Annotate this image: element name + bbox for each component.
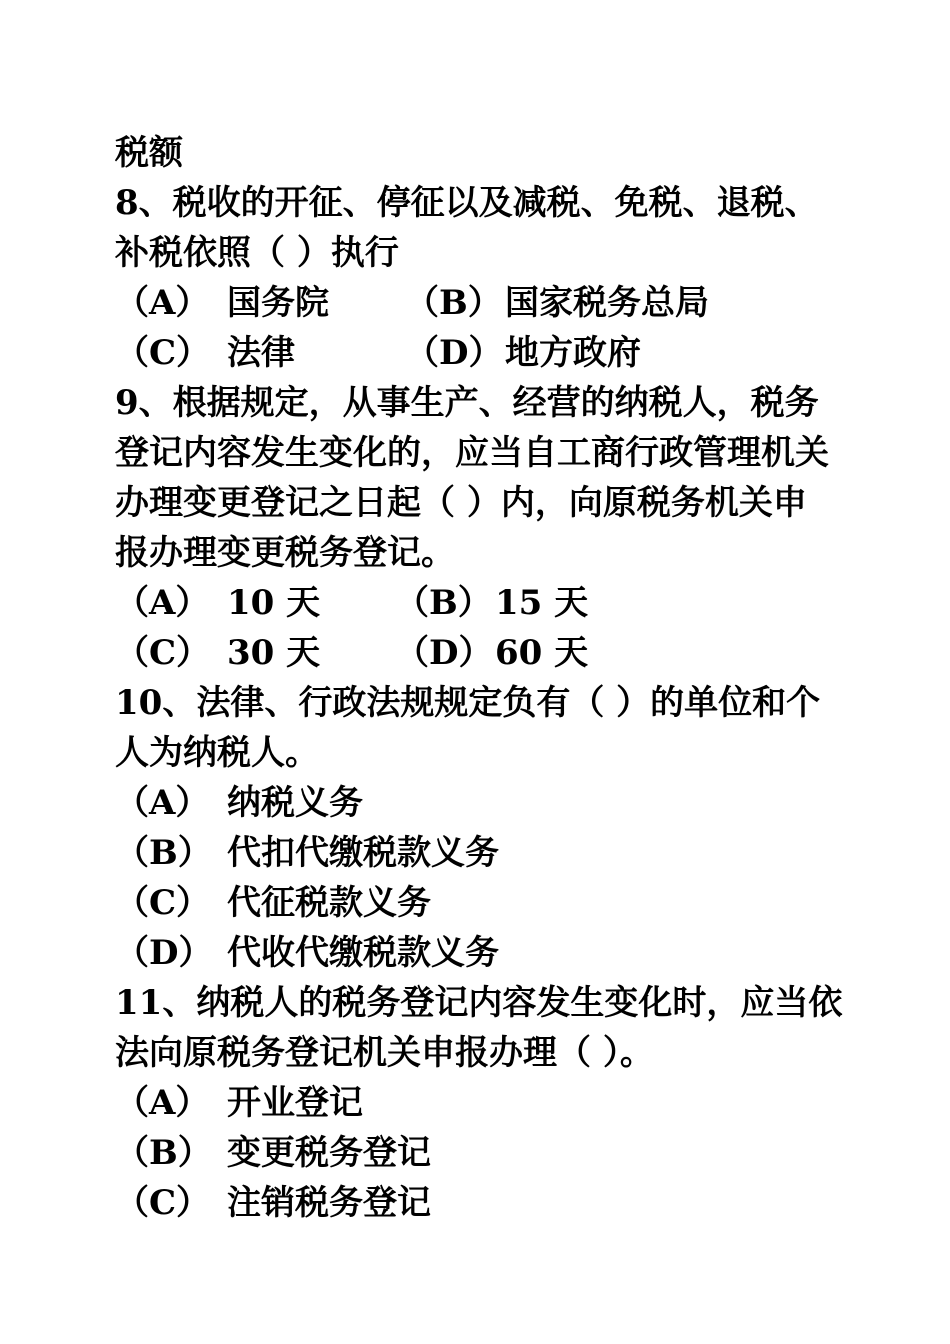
option-text: 代扣代缴税款义务 <box>227 833 499 873</box>
option-c <box>115 628 395 678</box>
question-11 <box>115 978 875 1228</box>
option-text: 变更税务登记 <box>227 1133 431 1173</box>
option-d <box>405 328 641 378</box>
option-letter: （B） <box>115 1133 212 1173</box>
option-letter: （B） <box>115 833 212 873</box>
option-text: 15 天 <box>495 583 589 623</box>
option-a <box>115 278 405 328</box>
option-text: 法律 <box>227 333 295 373</box>
question-10 <box>115 678 875 978</box>
option-letter: （C） <box>115 883 211 923</box>
option-letter: （A） <box>115 283 210 323</box>
option-text: 注销税务登记 <box>227 1183 431 1223</box>
option-letter: （D） <box>115 933 213 973</box>
question-text-line: 办理变更登记之日起（ ）内，向原税务机关申 <box>115 483 807 523</box>
option-text: 10 天 <box>227 583 321 623</box>
question-text-line: 法向原税务登记机关申报办理（ ）。 <box>115 1033 654 1073</box>
question-text-line: 9、根据规定，从事生产、经营的纳税人，税务 <box>115 383 819 423</box>
option-text: 代征税款义务 <box>227 883 431 923</box>
question-text-line: 11、纳税人的税务登记内容发生变化时，应当依 <box>115 983 843 1023</box>
option-a <box>115 778 875 828</box>
question-text-line: 登记内容发生变化的，应当自工商行政管理机关 <box>115 433 829 473</box>
option-row <box>115 578 875 628</box>
option-row <box>115 278 875 328</box>
option-letter: （C） <box>115 1183 211 1223</box>
option-a <box>115 578 395 628</box>
option-letter: （C） <box>115 633 211 673</box>
option-a <box>115 1078 875 1128</box>
option-letter: （D） <box>405 333 503 373</box>
option-c <box>115 878 875 928</box>
option-letter: （A） <box>115 1083 210 1123</box>
question-text-line: 人为纳税人。 <box>115 733 319 773</box>
question-text-line: 8、税收的开征、停征以及减税、免税、退税、 <box>115 183 819 223</box>
option-text: 纳税义务 <box>227 783 363 823</box>
option-b <box>115 1128 875 1178</box>
option-letter: （B） <box>405 283 502 323</box>
option-text: 60 天 <box>495 633 589 673</box>
option-letter: （C） <box>115 333 211 373</box>
option-d <box>115 928 875 978</box>
option-letter: （B） <box>395 583 492 623</box>
option-b <box>395 578 588 628</box>
option-letter: （D） <box>395 633 493 673</box>
option-b <box>405 278 709 328</box>
option-text: 30 天 <box>227 633 321 673</box>
option-text: 开业登记 <box>227 1083 363 1123</box>
option-b <box>115 828 875 878</box>
question-text-line: 补税依照（ ）执行 <box>115 233 399 273</box>
option-row <box>115 328 875 378</box>
option-c <box>115 328 405 378</box>
option-text: 国务院 <box>227 283 329 323</box>
option-c <box>115 1178 875 1228</box>
question-8 <box>115 178 875 378</box>
option-row <box>115 628 875 678</box>
option-letter: （A） <box>115 783 210 823</box>
option-text: 地方政府 <box>505 333 641 373</box>
option-d <box>395 628 588 678</box>
document-page <box>115 128 875 1228</box>
option-text: 代收代缴税款义务 <box>227 933 499 973</box>
option-letter: （A） <box>115 583 210 623</box>
fragment-text: 税额 <box>115 133 183 173</box>
question-text-line: 10、法律、行政法规规定负有（ ）的单位和个 <box>115 683 821 723</box>
option-text: 国家税务总局 <box>505 283 709 323</box>
question-text-line: 报办理变更税务登记。 <box>115 533 455 573</box>
question-9 <box>115 378 875 678</box>
